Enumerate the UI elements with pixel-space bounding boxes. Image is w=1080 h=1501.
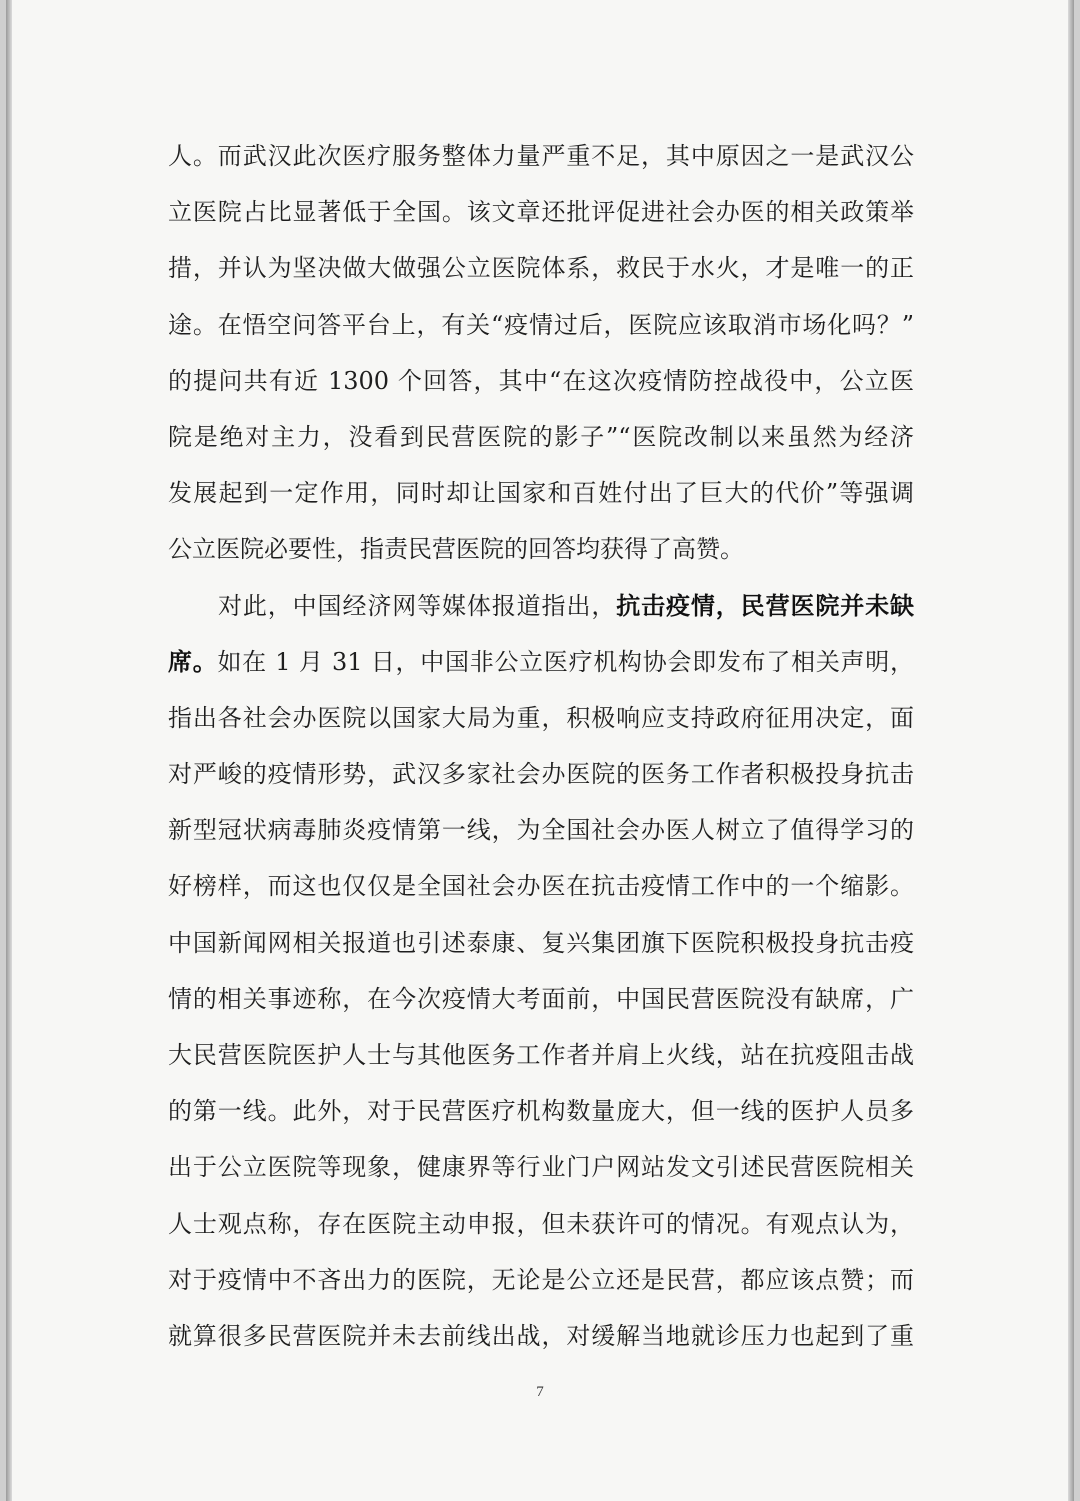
text-line: 发展起到一定作用，同时却让国家和百姓付出了巨大的代价”等强调 <box>168 479 914 508</box>
text-normal: 对此，中国经济网等媒体报道指出， <box>218 591 617 620</box>
text-line: 对严峻的疫情形势，武汉多家社会办医院的医务工作者积极投身抗击 <box>168 760 914 789</box>
page-edge-right <box>1068 0 1074 1501</box>
paragraph-1 <box>168 128 914 578</box>
text-line: 出于公立医院等现象，健康界等行业门户网站发文引述民营医院相关 <box>168 1153 914 1182</box>
text-line: 大民营医院医护人士与其他医务工作者并肩上火线，站在抗疫阻击战 <box>168 1041 914 1069</box>
text-line: 情的相关事迹称，在今次疫情大考面前，中国民营医院没有缺席，广 <box>168 984 914 1013</box>
text-line: 人。而武汉此次医疗服务整体力量严重不足，其中原因之一是武汉公 <box>168 142 914 170</box>
page-edge-left <box>6 0 12 1501</box>
text-line: 对于疫情中不吝出力的医院，无论是公立还是民营，都应该点赞；而 <box>168 1265 914 1294</box>
page-number: 7 <box>536 1384 544 1400</box>
text-line: 的提问共有近 1300 个回答，其中“在这次疫情防控战役中，公立医 <box>168 366 914 395</box>
text-line: 指出各社会办医院以国家大局为重，积极响应支持政府征用决定，面 <box>168 703 914 732</box>
text-bold: 席。 <box>168 646 218 676</box>
text-line: 措，并认为坚决做大做强公立医院体系，救民于水火，才是唯一的正 <box>168 254 914 283</box>
text-line <box>168 634 914 690</box>
text-line: 院是绝对主力，没看到民营医院的影子”“医院改制以来虽然为经济 <box>168 422 914 451</box>
text-line: 就算很多民营医院并未去前线出战，对缓解当地就诊压力也起到了重 <box>168 1321 914 1350</box>
text-line: 好榜样，而这也仅仅是全国社会办医在抗击疫情工作中的一个缩影。 <box>168 872 914 901</box>
text-line <box>168 578 914 634</box>
text-line: 立医院占比显著低于全国。该文章还批评促进社会办医的相关政策举 <box>168 198 914 227</box>
text-line: 人士观点称，存在医院主动申报，但未获许可的情况。有观点认为， <box>168 1209 914 1238</box>
text-line: 公立医院必要性，指责民营医院的回答均获得了高赞。 <box>168 535 744 564</box>
text-line: 的第一线。此外，对于民营医疗机构数量庞大，但一线的医护人员多 <box>168 1097 914 1126</box>
text-normal: 如在 1 月 31 日，中国非公立医疗机构协会即发布了相关声明， <box>217 647 914 676</box>
body-text <box>168 128 914 1364</box>
text-bold: 抗击疫情，民营医院并未缺 <box>616 590 914 620</box>
paragraph-2 <box>168 578 914 1365</box>
text-line: 中国新闻网相关报道也引述泰康、复兴集团旗下医院积极投身抗击疫 <box>168 928 914 957</box>
text-line: 新型冠状病毒肺炎疫情第一线，为全国社会办医人树立了值得学习的 <box>168 816 914 845</box>
text-line: 途。在悟空问答平台上，有关“疫情过后，医院应该取消市场化吗？” <box>168 310 914 339</box>
